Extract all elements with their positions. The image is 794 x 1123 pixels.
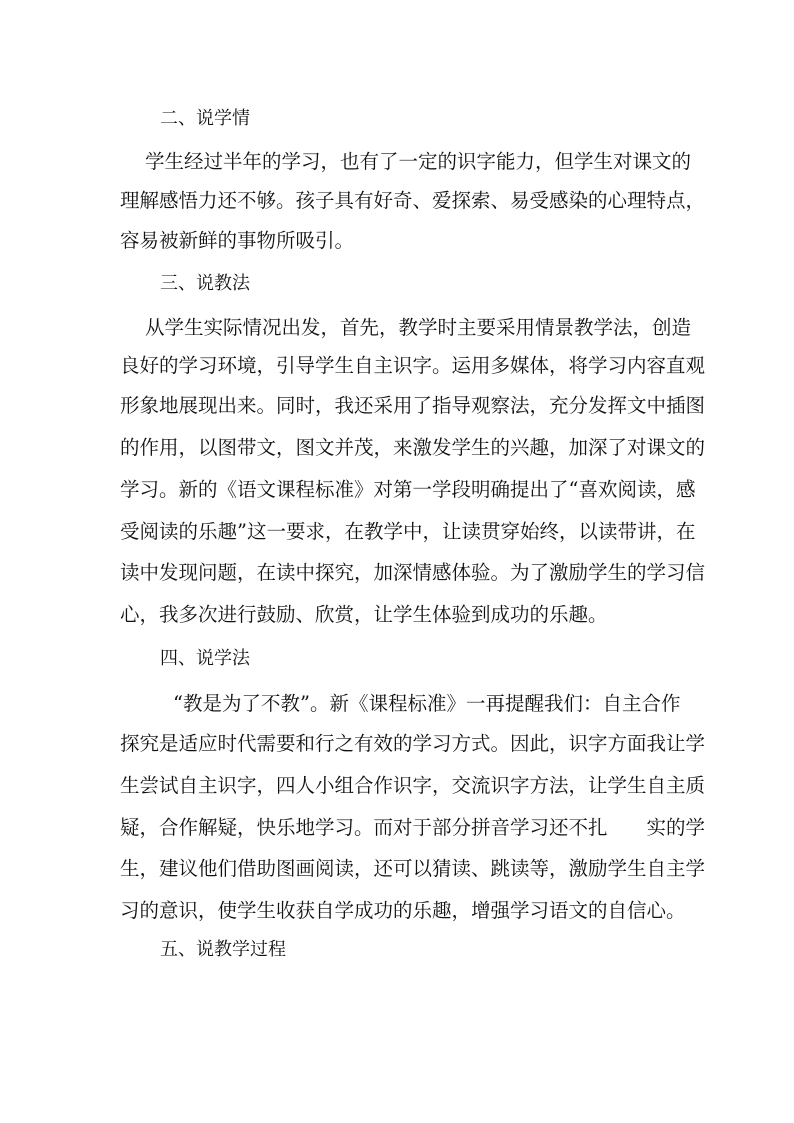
paragraph-line: 学习。新的《语文课程标准》对第一学段明确提出了“喜欢阅读，感 xyxy=(120,478,696,501)
paragraph-line: 形象地展现出来。同时，我还采用了指导观察法，充分发挥文中插图 xyxy=(120,394,706,417)
paragraph-line: 受阅读的乐趣”这一要求，在教学中，让读贯穿始终，以读带讲，在 xyxy=(120,520,696,543)
paragraph-line: 生，建议他们借助图画阅读，还可以猜读、跳读等，激励学生自主学 xyxy=(120,857,706,880)
section-heading-4: 四、说学法 xyxy=(160,648,250,669)
paragraph-line: 从学生实际情况出发，首先，教学时主要采用情景教学法，创造 xyxy=(145,316,692,339)
paragraph-line: 心，我多次进行鼓励、欣赏，让学生体验到成功的乐趣。 xyxy=(120,603,608,626)
paragraph-line: 生尝试自主识字，四人小组合作识字，交流识字方法，让学生自主质 xyxy=(120,774,706,797)
paragraph-line: 学生经过半年的学习，也有了一定的识字能力，但学生对课文的 xyxy=(145,150,692,173)
paragraph-line: “教是为了不教”。新《课程标准》一再提醒我们：自主合作 xyxy=(173,692,681,715)
paragraph-line: 理解感悟力还不够。孩子具有好奇、爱探索、易受感染的心理特点， xyxy=(120,189,706,212)
section-heading-2: 二、说学情 xyxy=(160,108,250,129)
section-heading-3: 三、说教法 xyxy=(160,273,250,294)
paragraph-line: 容易被新鲜的事物所吸引。 xyxy=(120,229,355,252)
paragraph-line: 的作用，以图带文，图文并茂，来激发学生的兴趣，加深了对课文的 xyxy=(120,436,706,459)
paragraph-line: 探究是适应时代需要和行之有效的学习方式。因此，识字方面我让学 xyxy=(120,732,706,755)
paragraph-line: 习的意识，使学生收获自学成功的乐趣，增强学习语文的自信心。 xyxy=(120,899,686,922)
section-heading-5: 五、说教学过程 xyxy=(160,939,286,960)
paragraph-line: 读中发现问题，在读中探究，加深情感体验。为了激励学生的学习信 xyxy=(120,561,706,584)
paragraph-line: 良好的学习环境，引导学生自主识字。运用多媒体，将学习内容直观 xyxy=(120,354,706,377)
paragraph-line: 疑，合作解疑，快乐地学习。而对于部分拼音学习还不扎 实的学 xyxy=(120,816,706,839)
